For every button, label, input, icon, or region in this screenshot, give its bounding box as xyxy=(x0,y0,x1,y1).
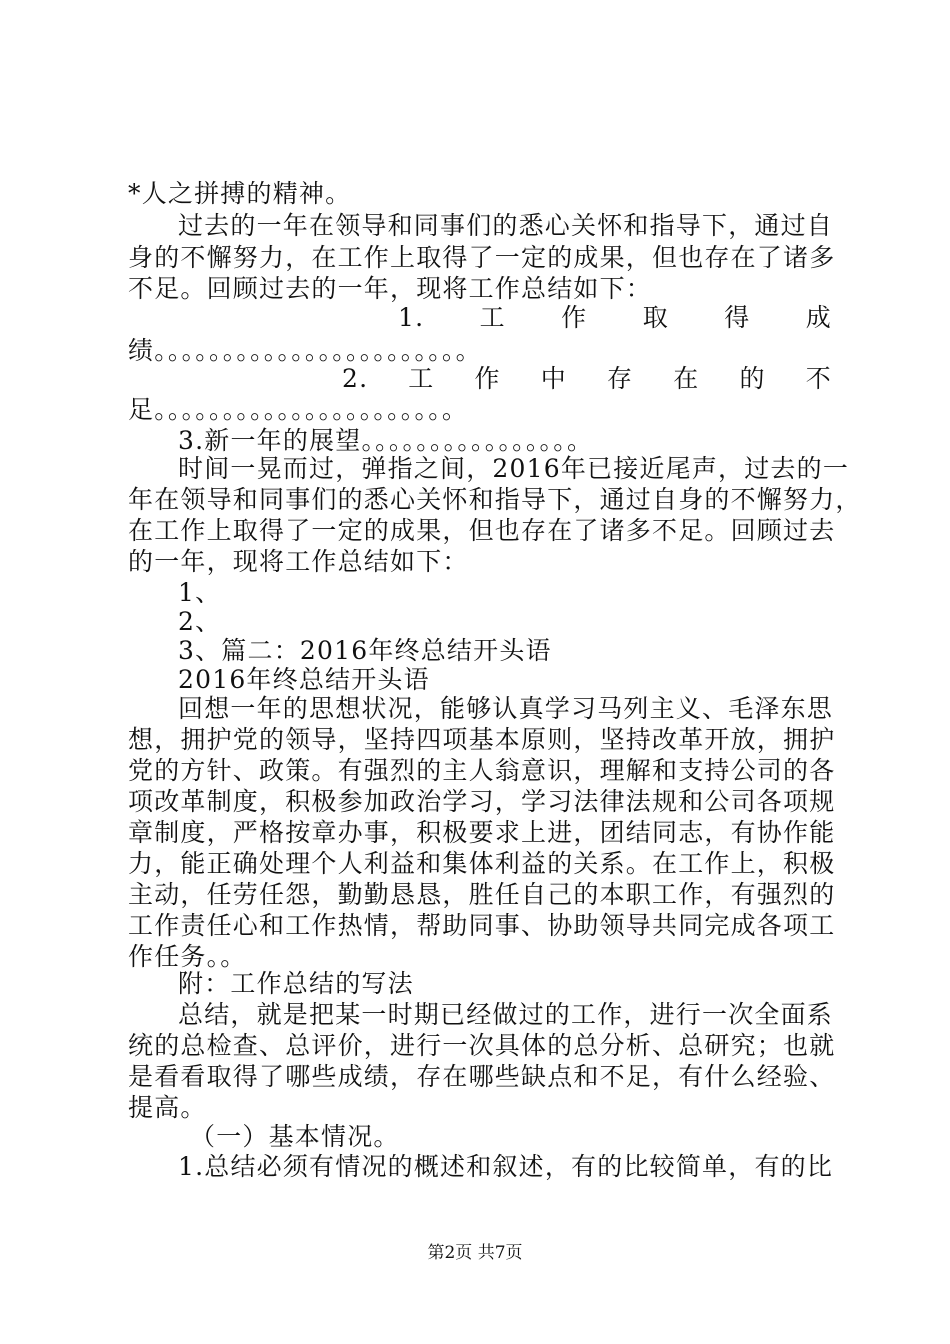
text-line: 想，拥护党的领导，坚持四项基本原则，坚持改革开放，拥护 xyxy=(128,725,836,754)
text-line: 统的总检查、总评价，进行一次具体的总分析、总研究；也就 xyxy=(128,1031,836,1060)
text-line: 党的方针、政策。有强烈的主人翁意识，理解和支持公司的各 xyxy=(128,756,836,785)
glyph: 作 xyxy=(474,364,501,393)
text-line: *人之拼搏的精神。 xyxy=(128,179,352,208)
text-line: 项改革制度，积极参加政治学习，学习法律法规和公司各项规 xyxy=(128,787,836,816)
glyph: 1. xyxy=(398,303,425,332)
glyph: 工 xyxy=(479,303,506,332)
spread-line xyxy=(398,302,832,334)
text-line: 年在领导和同事们的悉心关怀和指导下，通过自身的不懈努力， xyxy=(128,485,862,514)
text-line: 身的不懈努力，在工作上取得了一定的成果，但也存在了诸多 xyxy=(128,243,836,272)
glyph: 作 xyxy=(561,303,588,332)
text-line: 在工作上取得了一定的成果，但也存在了诸多不足。回顾过去 xyxy=(128,516,836,545)
text-line: 是看看取得了哪些成绩，存在哪些缺点和不足，有什么经验、 xyxy=(128,1062,836,1091)
text-line: 回想一年的思想状况，能够认真学习马列主义、毛泽东思 xyxy=(178,694,834,723)
text-line: 时间一晃而过，弹指之间，2016年已接近尾声，过去的一 xyxy=(178,454,850,483)
text-line: 的一年，现将工作总结如下： xyxy=(128,547,469,576)
text-line: 提高。 xyxy=(128,1093,207,1122)
text-line: 工作责任心和工作热情，帮助同事、协助领导共同完成各项工 xyxy=(128,911,836,940)
text-line: 作任务。。 xyxy=(128,942,247,971)
section-heading: （一）基本情况。 xyxy=(190,1122,400,1151)
text-line: 力，能正确处理个人利益和集体利益的关系。在工作上，积极 xyxy=(128,849,836,878)
glyph: 得 xyxy=(724,303,751,332)
text-line: 主动，任劳任怨，勤勤恳恳，胜任自己的本职工作，有强烈的 xyxy=(128,880,836,909)
text-line: 2016年终总结开头语 xyxy=(178,665,430,694)
text-line: 1.总结必须有情况的概述和叙述，有的比较简单，有的比 xyxy=(178,1152,834,1181)
text-line: 绩。。。。。。。。。。。。。。。。。。。。。。。 xyxy=(128,336,482,365)
glyph: 取 xyxy=(642,303,669,332)
text-line: 总结，就是把某一时期已经做过的工作，进行一次全面系 xyxy=(178,1000,834,1029)
spread-line xyxy=(342,363,832,395)
glyph: 2. xyxy=(342,364,369,393)
glyph: 中 xyxy=(540,364,567,393)
text-line: 3.新一年的展望。。。。。。。。。。。。。。。。 xyxy=(178,426,594,455)
glyph: 在 xyxy=(673,364,700,393)
section-heading: 附：工作总结的写法 xyxy=(178,969,414,998)
glyph: 成 xyxy=(805,303,832,332)
glyph: 的 xyxy=(739,364,766,393)
glyph: 工 xyxy=(408,364,435,393)
page-footer: 第2页 共7页 xyxy=(427,1243,523,1263)
text-line: 2、 xyxy=(178,607,222,636)
text-line: 足。。。。。。。。。。。。。。。。。。。。。。 xyxy=(128,395,469,424)
text-line: 过去的一年在领导和同事们的悉心关怀和指导下，通过自 xyxy=(178,211,834,240)
text-line: 3、篇二：2016年终总结开头语 xyxy=(178,636,552,665)
text-line: 章制度，严格按章办事，积极要求上进，团结同志，有协作能 xyxy=(128,818,836,847)
glyph: 不 xyxy=(805,364,832,393)
text-line: 不足。回顾过去的一年，现将工作总结如下： xyxy=(128,274,653,303)
text-line: 1、 xyxy=(178,578,222,607)
glyph: 存 xyxy=(607,364,634,393)
